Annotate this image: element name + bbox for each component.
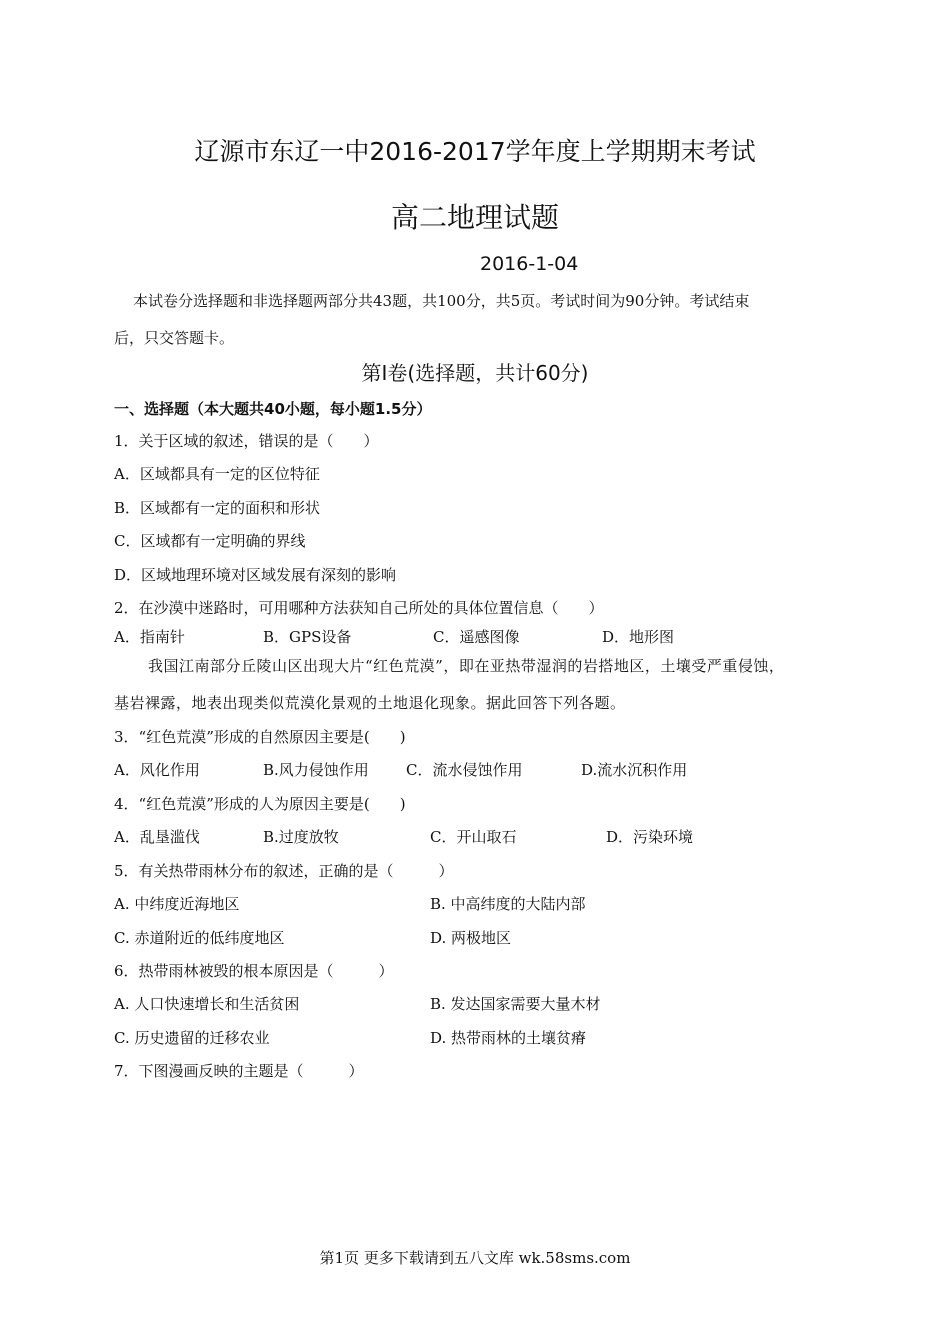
question-3-option-b: B.风力侵蚀作用	[263, 761, 369, 779]
question-5-option-a: A. 中纬度近海地区	[114, 895, 240, 913]
question-3-option-d: D.流水沉积作用	[581, 761, 688, 779]
question-4-option-b: B.过度放牧	[263, 828, 339, 846]
question-6-stem: 6．热带雨林被毁的根本原因是（ ）	[114, 962, 394, 980]
exam-title: 辽源市东辽一中2016-2017学年度上学期期末考试	[194, 137, 756, 166]
question-3-option-a: A．风化作用	[114, 761, 200, 779]
question-4-option-d: D．污染环境	[606, 828, 694, 846]
question-1-option-d: D．区域地理环境对区域发展有深刻的影响	[114, 566, 397, 584]
question-5-stem: 5．有关热带雨林分布的叙述，正确的是（ ）	[114, 862, 454, 880]
question-6-option-c: C. 历史遗留的迁移农业	[114, 1029, 270, 1047]
passage-line-1: 我国江南部分丘陵山区出现大片“红色荒漠”，即在亚热带湿润的岩搭地区，土壤受严重侵蚀，	[148, 657, 785, 675]
question-2-stem: 2．在沙漠中迷路时，可用哪种方法获知自己所处的具体位置信息（ ）	[114, 599, 604, 617]
question-5-option-d: D. 两极地区	[430, 929, 512, 947]
question-7-stem: 7．下图漫画反映的主题是（ ）	[114, 1062, 364, 1080]
page-footer: 第1页 更多下载请到五八文库 wk.58sms.com	[319, 1249, 631, 1267]
question-4-option-a: A．乱垦滥伐	[114, 828, 200, 846]
exam-date: 2016-1-04	[480, 253, 579, 275]
question-5-option-c: C. 赤道附近的低纬度地区	[114, 929, 285, 947]
passage-line-2: 基岩裸露，地表出现类似荒漠化景观的土地退化现象。据此回答下列各题。	[114, 694, 626, 712]
question-2-option-b: B．GPS设备	[263, 628, 352, 646]
intro-line-1: 本试卷分选择题和非选择题两部分共43题，共100分，共5页。考试时间为90分钟。考试结束	[133, 292, 750, 310]
question-3-stem: 3．“红色荒漠”形成的自然原因主要是( )	[114, 728, 406, 746]
question-4-stem: 4．“红色荒漠”形成的人为原因主要是( )	[114, 795, 406, 813]
part-heading: 一、选择题（本大题共40小题，每小题1.5分）	[114, 400, 432, 418]
exam-subtitle: 高二地理试题	[390, 201, 559, 234]
question-2-option-d: D．地形图	[602, 628, 675, 646]
question-2-option-c: C．遥感图像	[433, 628, 520, 646]
question-6-option-d: D. 热带雨林的土壤贫瘠	[430, 1029, 587, 1047]
question-5-option-b: B. 中高纬度的大陆内部	[430, 895, 586, 913]
question-1-option-b: B．区域都有一定的面积和形状	[114, 499, 321, 517]
question-1-option-a: A．区域都具有一定的区位特征	[114, 465, 320, 483]
question-6-option-a: A. 人口快速增长和生活贫困	[114, 995, 300, 1013]
question-4-option-c: C．开山取石	[430, 828, 517, 846]
question-6-option-b: B. 发达国家需要大量木材	[430, 995, 601, 1013]
question-1-option-c: C．区域都有一定明确的界线	[114, 532, 306, 550]
intro-line-2: 后，只交答题卡。	[114, 329, 235, 347]
question-2-option-a: A．指南针	[114, 628, 185, 646]
section-title: 第Ⅰ卷(选择题，共计60分)	[361, 361, 589, 385]
question-1-stem: 1．关于区域的叙述，错误的是（ ）	[114, 432, 379, 450]
question-3-option-c: C．流水侵蚀作用	[406, 761, 523, 779]
